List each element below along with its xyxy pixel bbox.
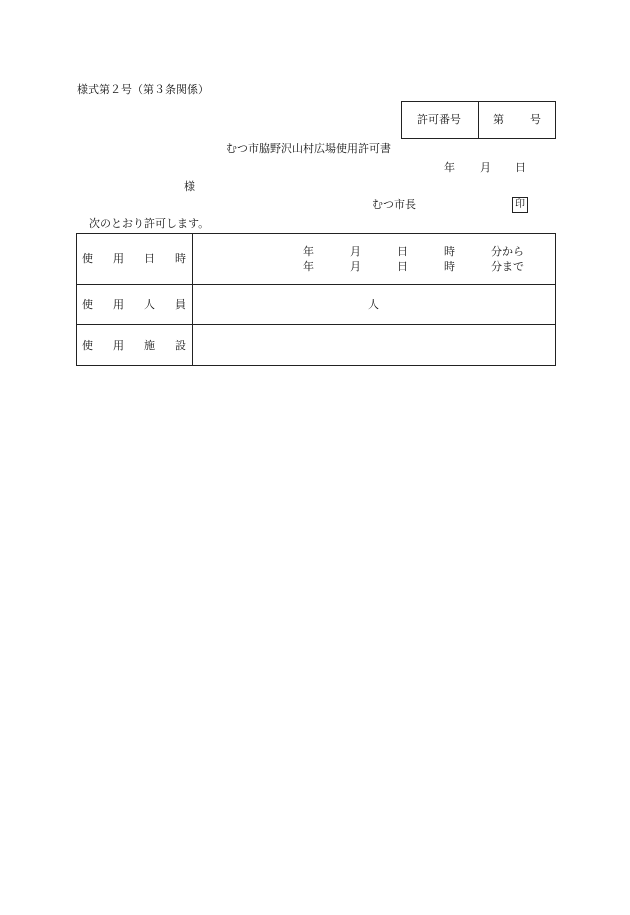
issue-date-day: 日 — [515, 161, 526, 174]
from-day: 日 — [397, 245, 408, 258]
permit-number-divider — [478, 101, 479, 139]
table-column-divider — [192, 233, 193, 366]
usage-persons-label-4: 員 — [175, 298, 186, 311]
persons-unit: 人 — [368, 298, 379, 311]
issue-date-year: 年 — [444, 161, 455, 174]
usage-datetime-label-3: 日 — [144, 252, 155, 265]
usage-facility-label-4: 設 — [175, 339, 186, 352]
table-row-divider-1 — [76, 284, 556, 285]
usage-persons-label-2: 用 — [113, 298, 124, 311]
usage-facility-label-1: 使 — [82, 339, 93, 352]
usage-datetime-label-2: 用 — [113, 252, 124, 265]
permit-number-go: 号 — [530, 113, 541, 126]
usage-persons-label-1: 使 — [82, 298, 93, 311]
intro-text: 次のとおり許可します。 — [89, 217, 210, 230]
usage-persons-label-3: 人 — [144, 298, 155, 311]
to-minute: 分まで — [491, 260, 524, 273]
document-title: むつ市脇野沢山村広場使用許可書 — [226, 142, 391, 155]
permit-number-dai: 第 — [493, 113, 504, 126]
table-row-divider-2 — [76, 324, 556, 325]
from-month: 月 — [350, 245, 361, 258]
to-year: 年 — [303, 260, 314, 273]
seal-mark: 印 — [512, 197, 528, 213]
usage-facility-label-2: 用 — [113, 339, 124, 352]
permit-number-label: 許可番号 — [417, 113, 461, 126]
from-minute: 分から — [491, 245, 524, 258]
to-hour: 時 — [444, 260, 455, 273]
issuer-name: むつ市長 — [372, 198, 416, 211]
usage-datetime-label-4: 時 — [175, 252, 186, 265]
addressee-suffix: 様 — [184, 180, 195, 193]
form-reference: 様式第２号（第３条関係） — [77, 83, 209, 96]
from-hour: 時 — [444, 245, 455, 258]
to-month: 月 — [350, 260, 361, 273]
issue-date-month: 月 — [480, 161, 491, 174]
from-year: 年 — [303, 245, 314, 258]
to-day: 日 — [397, 260, 408, 273]
usage-facility-label-3: 施 — [144, 339, 155, 352]
usage-datetime-label-1: 使 — [82, 252, 93, 265]
